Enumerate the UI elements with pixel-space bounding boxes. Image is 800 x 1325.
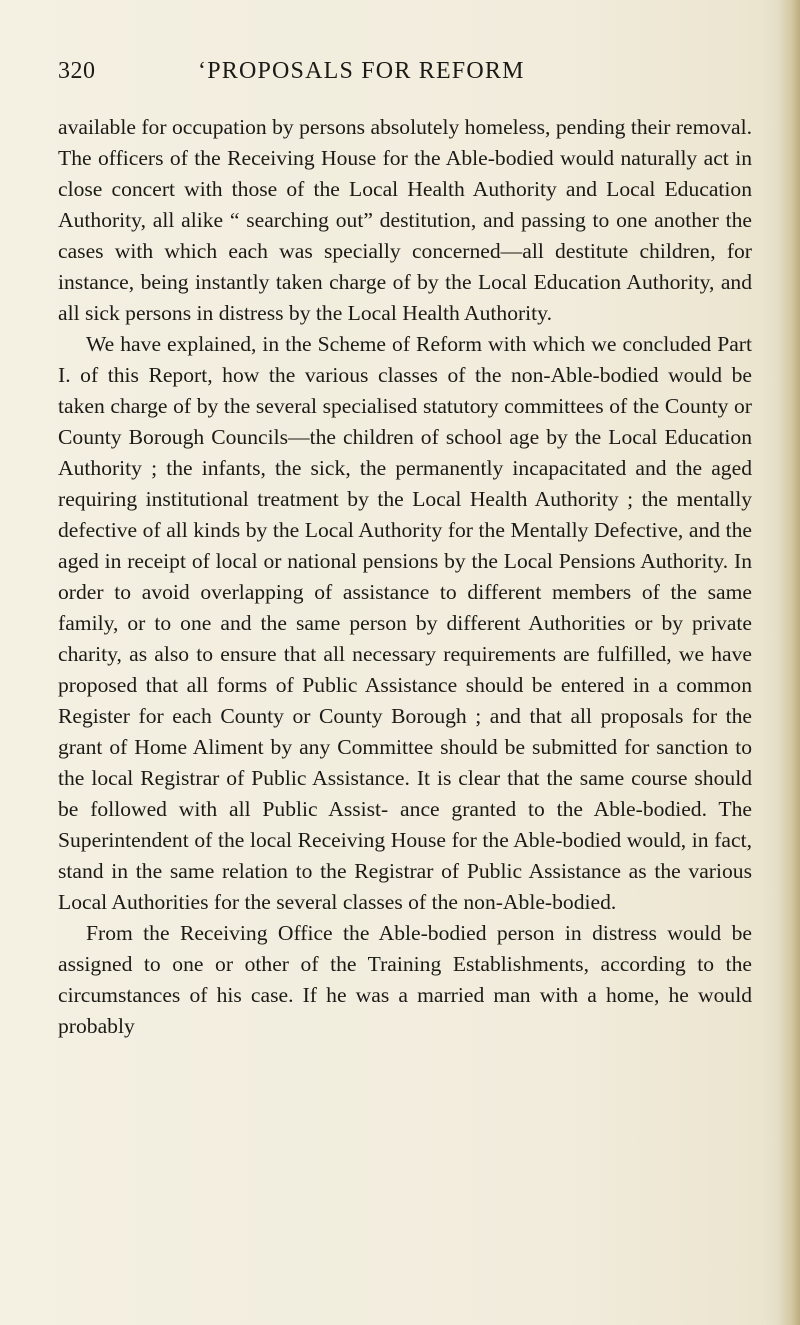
paragraph-2: We have explained, in the Scheme of Reform with which we concluded Part I. of this Report, how the various classes of the non-Able-bodied would be taken charge of by the several specialised statutory committees of the County or County Borough Councils—the children of school age by the Local Education Authority ; the infants, the sick, the permanently incapacitated and the aged requiring institutional treatment by the Local Health Authority ; the mentally defective of all kinds by the Local Authority for the Mentally Defective, and the aged in receipt of local or national pensions by the Local Pensions Authority. In order to avoid overlapping of assistance to different members of the same family, or to one and the same person by different Authorities or by private charity, as also to ensure that all necessary requirements are fulfilled, we have proposed that all forms of Public Assistance should be entered in a common Register for each County or County Borough ; and that all proposals for the grant of Home Aliment by any Committee should be submitted for sanction to the local Registrar of Public Assistance. It is clear that the same course should be followed with all Public Assist- ance granted to the Able-bodied. The Superintendent of the local Receiving House for the Able-bodied would, in fact, stand in the same relation to the Registrar of Public Assistance as the various Local Authorities for the several classes of the non-Able-bodied.: [58, 332, 752, 914]
paragraph-1: available for occupation by persons absolutely homeless, pending their removal. The officers of the Receiving House for the Able-bodied would naturally act in close concert with those of the Local Health Authority and Local Education Authority, all alike “ searching out” destitution, and passing to one another the cases with which each was specially concerned—all destitute children, for instance, being instantly taken charge of by the Local Education Authority, and all sick persons in distress by the Local Health Authority.: [58, 115, 752, 325]
paragraph-3: From the Receiving Office the Able-bodied person in distress would be assigned to one or other of the Training Establishments, according to the circumstances of his case. If he was a married man with a home, he would probably: [58, 921, 752, 1038]
page-header: [58, 58, 748, 92]
page-edge-shadow: [778, 0, 800, 1325]
body-text: [58, 112, 752, 1042]
running-head: ‘PROPOSALS FOR REFORM: [198, 58, 525, 84]
page-number: 320: [58, 58, 96, 84]
